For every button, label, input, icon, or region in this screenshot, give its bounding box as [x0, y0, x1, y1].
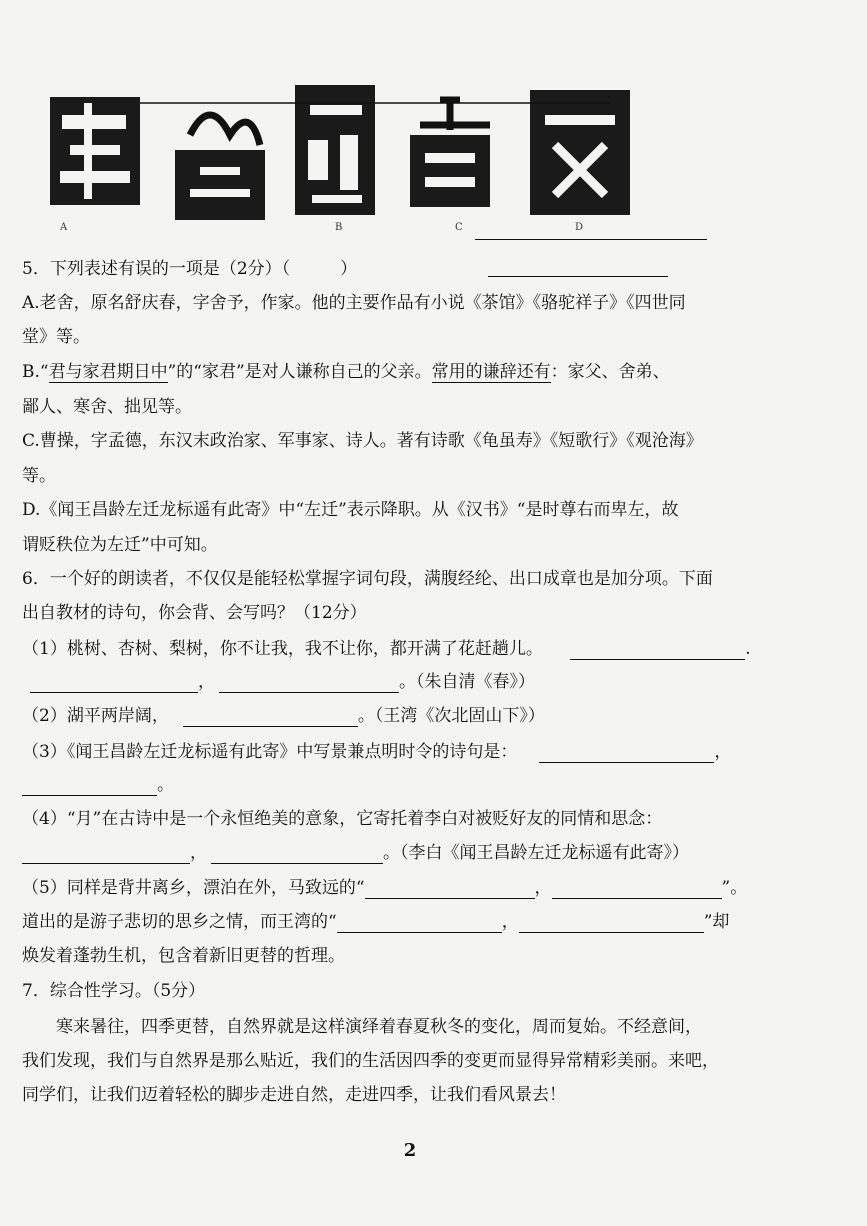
q6-part1-line1: （1）桃树、杏树、梨树，你不让我，我不让你，都开满了花赶趟儿。 .: [22, 639, 751, 659]
q6-part4-line1: （4）“月”在古诗中是一个永恒绝美的意象，它寄托着李白对被贬好友的同情和思念：: [22, 809, 663, 829]
q6-part3-line2: 。: [22, 774, 837, 796]
q6-part5-blank3[interactable]: [337, 914, 502, 933]
q5-b-mid: ”的“家君”是对人谦称自己的父亲。: [167, 362, 432, 382]
calligraphy-c-image: [295, 85, 375, 215]
q5-option-c-line2: 等。: [22, 466, 56, 486]
q6-part1-line2: ， 。（朱自清《春》）: [22, 671, 837, 693]
q6-part3-blank2[interactable]: [22, 777, 157, 796]
q6-part1-text: （1）桃树、杏树、梨树，你不让我，我不让你，都开满了花赶趟儿。: [22, 639, 543, 659]
q6-part2-line: [22, 705, 837, 727]
q5-paren-close: ）: [340, 259, 358, 279]
q5-stem-text: 5．下列表述有误的一项是（2分）（: [22, 259, 291, 279]
calligraphy-d-image: [410, 100, 490, 207]
q5-b-post: ：家父、舍弟、: [550, 362, 670, 382]
q6-part5-pre: （5）同样是背井离乡，漂泊在外，马致远的“: [22, 878, 365, 898]
q7-para-line3: 同学们，让我们迈着轻松的脚步走进自然，走进四季，让我们看风景去！: [22, 1085, 566, 1105]
q6-part5-line1: （5）同样是背井离乡，漂泊在外，马致远的“ ， ”。: [22, 878, 748, 898]
q6-part3-line1: （3）《闻王昌龄左迁龙标遥有此寄》中写景兼点明时令的诗句是： ，: [22, 742, 732, 762]
q6-part4-line2: ， 。（李白《闻王昌龄左迁龙标遥有此寄》）: [22, 842, 837, 864]
q6-part5-blank4[interactable]: [519, 914, 704, 933]
q5-option-d-line1: D.《闻王昌龄左迁龙标遥有此寄》中“左迁”表示降职。从《汉书》“是时尊右而卑左，故: [22, 500, 679, 520]
q5-stem: [22, 258, 837, 280]
q6-part5b-pre: 道出的是游子悲切的思乡之情，而王湾的“: [22, 912, 337, 932]
q5-option-b-line1: [22, 361, 837, 383]
q5-option-a-line2: 堂》等。: [22, 327, 90, 347]
q6-part1-source: 。（朱自清《春》）: [399, 672, 535, 692]
q6-part2-text: （2）湖平两岸阔，: [22, 706, 169, 726]
q6-part2-source: 。（王湾《次北固山下》）: [357, 706, 545, 726]
q6-part1-blank3[interactable]: [219, 674, 399, 693]
calligraphy-e-image: [530, 90, 630, 215]
q6-part1-blank2[interactable]: [30, 674, 198, 693]
q6-part3-text: （3）《闻王昌龄左迁龙标遥有此寄》中写景兼点明时令的诗句是：: [22, 742, 518, 762]
q7-para-line2: 我们发现，我们与自然界是那么贴近，我们的生活因四季的变更而显得异常精彩美丽。来吧，: [22, 1051, 719, 1071]
q5-option-c-line1: C.曹操，字孟德，东汉末政治家、军事家、诗人。著有诗歌《龟虽寿》《短歌行》《观沧海》: [22, 431, 703, 451]
q5-option-b-line2: 鄙人、寒舍、拙见等。: [22, 397, 192, 417]
q6-part5-blank1[interactable]: [365, 880, 535, 899]
q6-stem-line2: 出自教材的诗句，你会背、会写吗？（12分）: [22, 603, 367, 623]
q6-part4-source: 。（李白《闻王昌龄左迁龙标遥有此寄》）: [383, 843, 689, 863]
q6-part5-line3: 焕发着蓬勃生机，包含着新旧更替的哲理。: [22, 946, 345, 966]
calligraphy-b-image: [175, 115, 265, 220]
page-number: 2: [403, 1140, 417, 1161]
q6-part5b-post: ”却: [703, 912, 730, 932]
q5-answer-blank[interactable]: [290, 262, 340, 280]
label-d: D: [575, 222, 584, 233]
calligraphy-images: [40, 85, 640, 225]
q6-part5-post: ”。: [721, 878, 748, 898]
q6-part3-blank1[interactable]: [539, 744, 714, 763]
q6-part1-blank1[interactable]: [570, 641, 745, 660]
q5-b-underlined: 常用的谦辞还有: [431, 362, 551, 382]
label-b: B: [335, 222, 343, 233]
q6-part5-blank2[interactable]: [552, 880, 722, 899]
q7-stem: 7．综合性学习。（5分）: [22, 981, 206, 1001]
q7-para-line1: 寒来暑往，四季更替，自然界就是这样演绎着春夏秋冬的变化，周而复始。不经意间，: [56, 1017, 702, 1037]
label-c: C: [455, 222, 463, 233]
calligraphy-a-image: [50, 97, 140, 205]
q6-part5-line2: 道出的是游子悲切的思乡之情，而王湾的“ ， ”却: [22, 912, 730, 932]
label-a: A: [60, 222, 68, 233]
q5-b-pre: B.“: [22, 362, 49, 382]
q6-part2-blank[interactable]: [183, 708, 358, 727]
q5-option-a-line1: A.老舍，原名舒庆春，字舍予，作家。他的主要作品有小说《茶馆》《骆驼祥子》《四世同: [22, 293, 686, 313]
q5-option-d-line2: 谓贬秩位为左迁”中可知。: [22, 535, 218, 555]
q6-stem-line1: 6．一个好的朗读者，不仅仅是能轻松掌握字词句段，满腹经纶、出口成章也是加分项。下面: [22, 569, 713, 589]
q5-b-quote: 君与家君期日中: [48, 362, 168, 382]
q6-part4-blank2[interactable]: [211, 845, 383, 864]
q6-part4-blank1[interactable]: [22, 845, 190, 864]
answer-line-top: [475, 239, 707, 240]
